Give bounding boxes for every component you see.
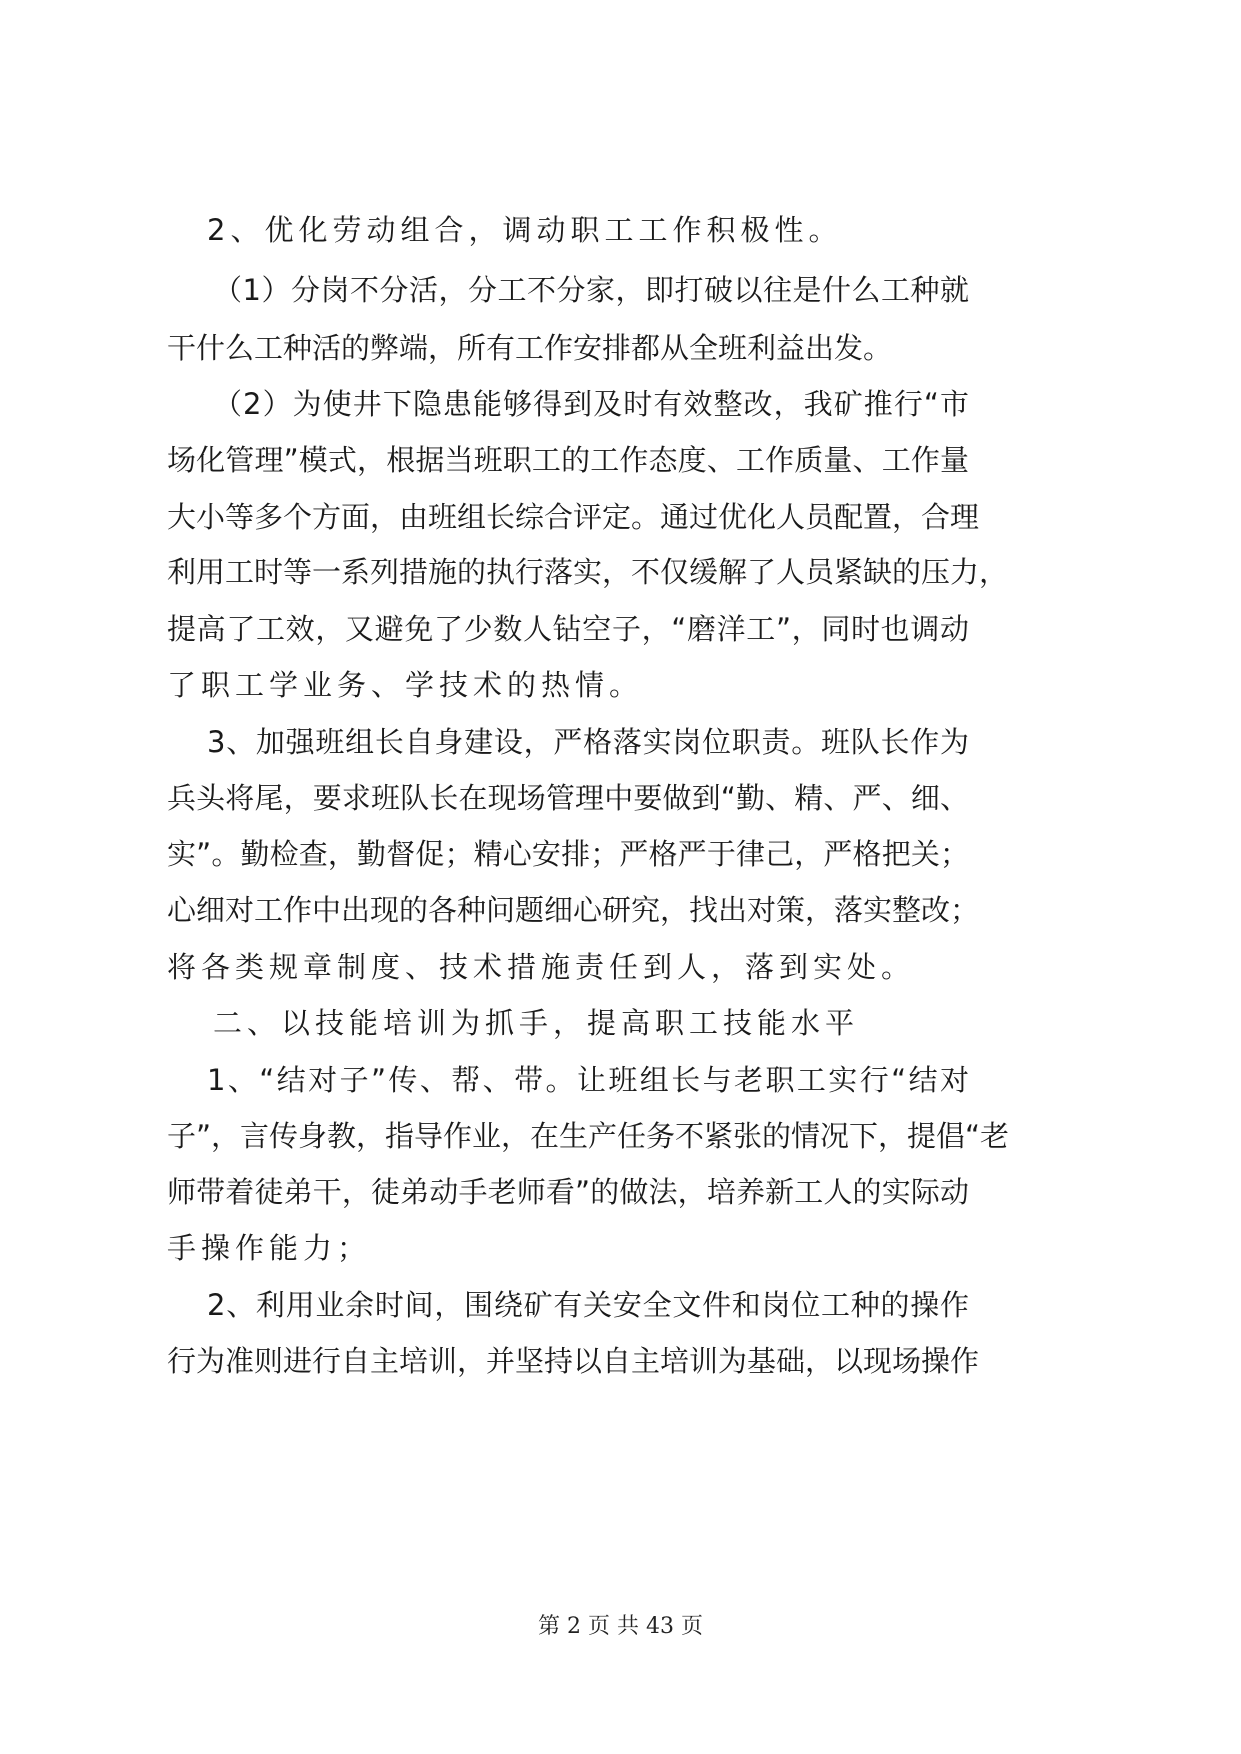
text-line-21: 行为准则进行自主培训，并坚持以自主培训为基础，以现场操作 <box>167 1344 980 1378</box>
text-line-16: 1、“结对子”传、帮、带。让班组长与老职工实行“结对 <box>207 1063 969 1097</box>
text-line-7: 利用工时等一系列措施的执行落实，不仅缓解了人员紧缺的压力， <box>167 555 1009 589</box>
text-line-9: 了职工学业务、学技术的热情。 <box>167 668 644 702</box>
text-line-10: 3、加强班组长自身建设，严格落实岗位职责。班队长作为 <box>207 725 969 759</box>
text-line-3: 干什么工种活的弊端，所有工作安排都从全班利益出发。 <box>167 331 893 365</box>
text-line-1: 2、优化劳动组合，调动职工工作积极性。 <box>207 213 843 247</box>
text-line-20: 2、利用业余时间，围绕矿有关安全文件和岗位工种的操作 <box>207 1288 969 1322</box>
text-line-5: 场化管理”模式，根据当班职工的工作态度、工作质量、工作量 <box>167 443 969 477</box>
text-line-17: 子”，言传身教，指导作业，在生产任务不紧张的情况下，提倡“老 <box>167 1119 1010 1153</box>
text-line-4: （2）为使井下隐患能够得到及时有效整改，我矿推行“市 <box>213 387 969 421</box>
text-line-14: 将各类规章制度、技术措施责任到人，落到实处。 <box>167 950 916 984</box>
text-line-2: （1）分岗不分活，分工不分家，即打破以往是什么工种就 <box>213 273 969 307</box>
text-line-12: 实”。勤检查，勤督促；精心安排；严格严于律己，严格把关； <box>167 837 969 871</box>
text-line-8: 提高了工效，又避免了少数人钻空子，“磨洋工”，同时也调动 <box>167 612 969 646</box>
section-heading: 二、以技能培训为抓手，提高职工技能水平 <box>213 1006 860 1040</box>
text-line-18: 师带着徒弟干，徒弟动手老师看”的做法，培养新工人的实际动 <box>167 1175 969 1209</box>
text-line-6: 大小等多个方面，由班组长综合评定。通过优化人员配置，合理 <box>167 500 980 534</box>
text-line-11: 兵头将尾，要求班队长在现场管理中要做到“勤、精、严、细、 <box>167 781 969 815</box>
page-number-footer: 第 2 页 共 43 页 <box>538 1614 703 1639</box>
text-line-13: 心细对工作中出现的各种问题细心研究，找出对策，落实整改； <box>167 893 980 927</box>
text-line-19: 手操作能力； <box>167 1231 372 1265</box>
